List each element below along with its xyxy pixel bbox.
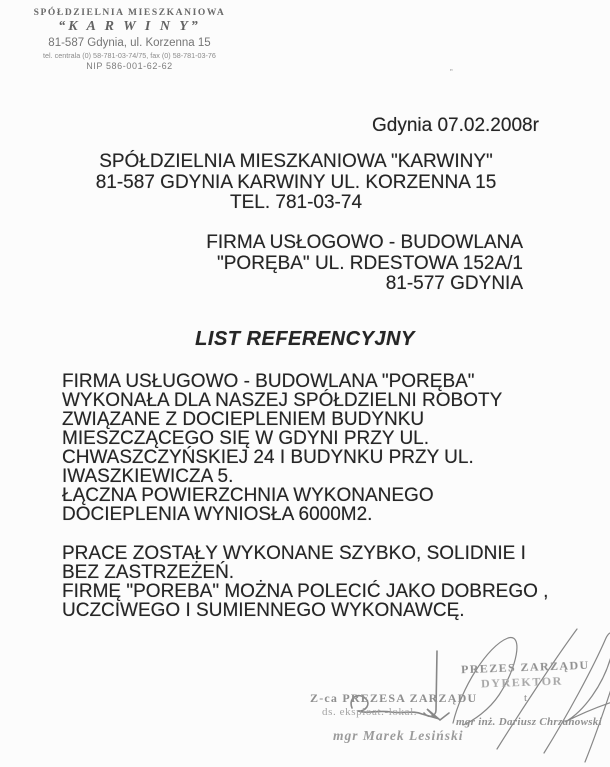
- body-paragraph-2: [62, 544, 548, 620]
- letterhead-org-name: SPÓŁDZIELNIA MIESZKANIOWA: [33, 8, 226, 18]
- body-line: ŁĄCZNA POWIERZCHNIA WYKONANEGO: [62, 485, 434, 506]
- sender-line: 81-587 GDYNIA KARWINY UL. KORZENNA 15: [95, 171, 497, 193]
- recipient-line: "PORĘBA" UL. RDESTOWA 152A/1: [217, 252, 523, 274]
- left-signer-name: mgr Marek Lesiński: [333, 728, 464, 743]
- letter-title: LIST REFERENCYJNY: [195, 328, 415, 350]
- letterhead-nip: NIP 586-001-62-62: [86, 61, 173, 71]
- sender-line: SPÓŁDZIELNIA MIESZKANIOWA "KARWINY": [99, 151, 493, 172]
- scan-speck: „: [450, 63, 453, 72]
- right-signature-tall-loop: [544, 633, 610, 753]
- left-signer-role-line1: Z-ca PREZESA ZARZĄDU: [310, 691, 478, 705]
- recipient-block: [200, 233, 523, 295]
- body-line: IWASZKIEWICZA 5.: [62, 466, 234, 487]
- letterhead-brand: “K A R W I N Y”: [58, 19, 201, 34]
- letterhead-stamp: [22, 8, 237, 71]
- recipient-line: FIRMA USŁOGOWO - BUDOWLANA: [206, 232, 523, 253]
- body-line: PRACE ZOSTAŁY WYKONANE SZYBKO, SOLIDNIE I: [62, 543, 526, 564]
- body-line: MIESZCZĄCEGO SIĘ W GDYNI PRZY UL.: [62, 428, 430, 449]
- right-signer-name: mgr inż. Dariusz Chrzanowski: [456, 716, 602, 728]
- body-line: FIRMĘ "POREBA" MOŻNA POLECIĆ JAKO DOBREGO ,: [62, 581, 549, 602]
- left-signature-tail: [424, 651, 437, 716]
- body-line: DOCIEPLENIA WYNIOSŁA 6000M2.: [62, 504, 373, 525]
- body-line: BEZ ZASTRZEŻEŃ.: [62, 562, 235, 583]
- letterhead-tel-fax: tel. centrala (0) 58-781-03-74/75, fax (0) 58-781-03-76: [43, 51, 216, 60]
- left-signer-role-line2: ds. eksploat.-lokal.: [322, 706, 418, 718]
- date-line: Gdynia 07.02.2008r: [372, 115, 539, 136]
- right-signer-role-line1: PREZES ZARZĄDU: [460, 657, 590, 677]
- body-paragraph-1: [62, 372, 502, 524]
- letterhead-address: 81-587 Gdynia, ul. Korzenna 15: [48, 37, 211, 49]
- right-signer-mark: t: [524, 692, 528, 704]
- sender-block: [40, 152, 552, 214]
- body-line: UCZCIWEGO I SUMIENNEGO WYKONAWCĘ.: [62, 600, 465, 621]
- body-line: FIRMA USŁUGOWO - BUDOWLANA "PORĘBA": [62, 371, 475, 392]
- right-signer-role-line2: DYREKTOR: [480, 673, 564, 691]
- body-line: CHWASZCZYŃSKIEJ 24 I BUDYNKU PRZY UL.: [62, 447, 474, 468]
- sender-line: TEL. 781-03-74: [229, 192, 363, 213]
- body-line: WYKONAŁA DLA NASZEJ SPÓŁDZIELNI ROBOTY: [62, 390, 503, 411]
- body-line: ZWIĄZANE Z DOCIEPLENIEM BUDYNKU: [62, 409, 425, 430]
- recipient-line: 81-577 GDYNIA: [385, 273, 523, 294]
